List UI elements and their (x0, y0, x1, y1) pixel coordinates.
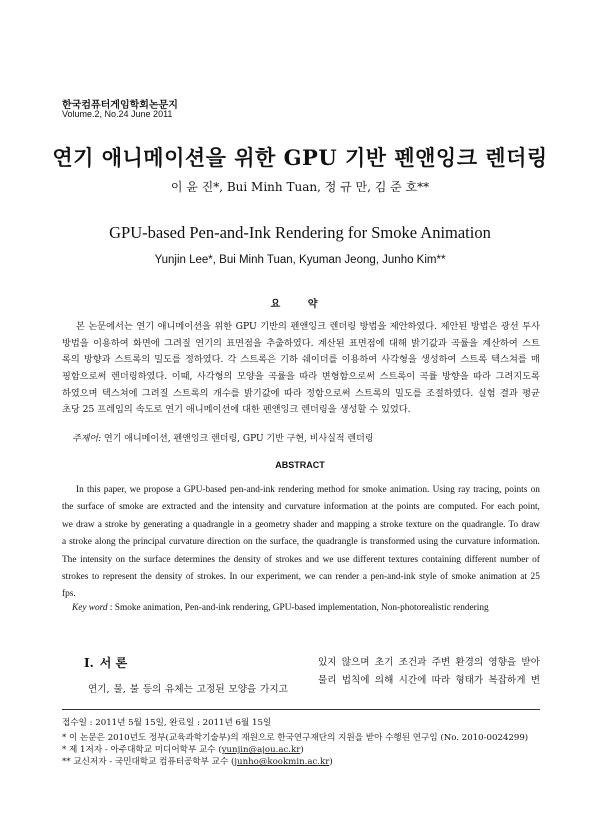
keywords-english-list: : Smoke animation, Pen-and-ink rendering, GPU-based implementation, Non-photorealistic rendering (109, 603, 489, 613)
paper-title-english: GPU-based Pen-and-Ink Rendering for Smoke Animation (109, 223, 491, 242)
paper-title-korean: 연기 애니메이션을 위한 GPU 기반 펜앤잉크 렌더링 (52, 145, 548, 170)
abstract-line: 록의 방향과 스트록의 밀도를 정하였다. 각 스트록은 기하 쉐이더를 이용하여 사각형을 생성하여 스트록 텍스쳐를 매 (62, 354, 540, 366)
abstract-line: 방법을 이용하여 화면에 그려질 연기의 표면점을 추출하였다. 계산된 표면점에 대해 밝기값과 곡률을 계산하여 스트 (62, 337, 540, 349)
abstract-line: 하였으며 텍스쳐에 그려질 스트록의 개수를 밝기값에 따라 정함으로써 스트록의 밀도를 조절하였다. 실험 결과 평균 (62, 387, 540, 399)
section-title: 서 론 (99, 656, 128, 670)
body-column-left (84, 681, 288, 699)
footnote-author1 (62, 743, 304, 755)
abstract-korean (62, 319, 540, 419)
footnote-received: 접수일 : 2011년 5월 15일, 완료일 : 2011년 6월 15일 (62, 718, 272, 728)
body-line: 물리 법칙에 의해 시간에 따라 형태가 복잡하게 변 (318, 675, 540, 686)
abstract-line: 초당 25 프레임의 속도로 연기 애니메이션에 대한 펜앤잉크 렌더링을 생성할 수 있었다. (62, 404, 411, 416)
footnote-author2-text: ** 교신저자 - 국민대학교 컴퓨터공학부 교수 ( (62, 757, 235, 767)
author2-email-link[interactable]: junho@kookmin.ac.kr (234, 757, 330, 767)
abstract-line: fps. (62, 589, 76, 600)
section-number: Ⅰ. (84, 656, 94, 670)
body-line: 있지 않으며 초기 조건과 주변 환경의 영향을 받아 (318, 657, 540, 668)
authors-english: Yunjin Lee*, Bui Minh Tuan, Kyuman Jeong, Junho Kim** (154, 254, 446, 266)
abstract-line: a stroke along the principal curvature direction on the surface, the quadrangle is transformed using the curvature information. (62, 537, 540, 548)
abstract-line: strokes to represent the density of strokes. In our experiment, we can render a pen-and-ink style of smoke animation at 25 (62, 571, 540, 582)
abstract-line: 핑함으로써 렌더링하였다. 이때, 사각형의 모양을 곡률을 따라 변형함으로써 스트록이 곡률 방향을 따라 그려지도록 (62, 371, 540, 383)
footnote-author2 (62, 755, 333, 767)
journal-name: 한국컴퓨터게임학회논문지 (62, 100, 178, 111)
footnote-author1-close: ) (300, 745, 304, 755)
footnote-author2-close: ) (329, 757, 333, 767)
footnote-funding: * 이 논문은 2010년도 정부(교육과학기술부)의 재원으로 한국연구재단의 지원을 받아 수행된 연구임 (No. 2010-0024299) (62, 733, 529, 743)
author1-email-link[interactable]: yunjin@ajou.ac.kr (221, 745, 301, 755)
abstract-english (62, 482, 540, 604)
abstract-line: The intensity on the surface determines the density of strokes and we use different textures containing different number of (62, 554, 540, 565)
abstract-korean-heading: 요 약 (270, 299, 330, 310)
volume-info: Volume.2, No.24 June 2011 (62, 109, 173, 119)
footnote-divider (62, 709, 540, 710)
section-heading (84, 654, 127, 671)
abstract-line: 본 논문에서는 연기 애니메이션을 위한 GPU 기반의 펜앤잉크 렌더링 방법을 제안하였다. 제안된 방법은 광선 투사 (76, 321, 540, 332)
keywords-korean (72, 431, 374, 444)
abstract-line: we draw a stroke by generating a quadrangle in a geometry shader and mapping a stroke texture on the quadrangle. To draw (62, 519, 540, 530)
keywords-english-label: Key word (72, 603, 108, 613)
footnote-author1-text: * 제 1저자 - 아주대학교 미디어학부 교수 ( (62, 745, 222, 755)
body-column-right (318, 654, 540, 690)
abstract-english-heading: ABSTRACT (275, 460, 325, 470)
authors-korean: 이 윤 진*, Bui Minh Tuan, 정 규 만, 김 준 호** (170, 180, 430, 194)
keywords-korean-list: 연기 애니메이션, 펜앤잉크 렌더링, GPU 기반 구현, 비사실적 렌더링 (104, 434, 374, 444)
keywords-english (72, 603, 489, 613)
body-line: 연기, 물, 불 등의 유체는 고정된 모양을 가지고 (88, 684, 288, 695)
abstract-line: the surface of smoke are extracted and the intensity and curvature information at the points are computed. For each point, (62, 502, 540, 513)
abstract-line: In this paper, we propose a GPU-based pen-and-ink rendering method for smoke animation. Using ray tracing, points on (76, 485, 540, 495)
keywords-korean-label: 주제어: (72, 434, 102, 444)
